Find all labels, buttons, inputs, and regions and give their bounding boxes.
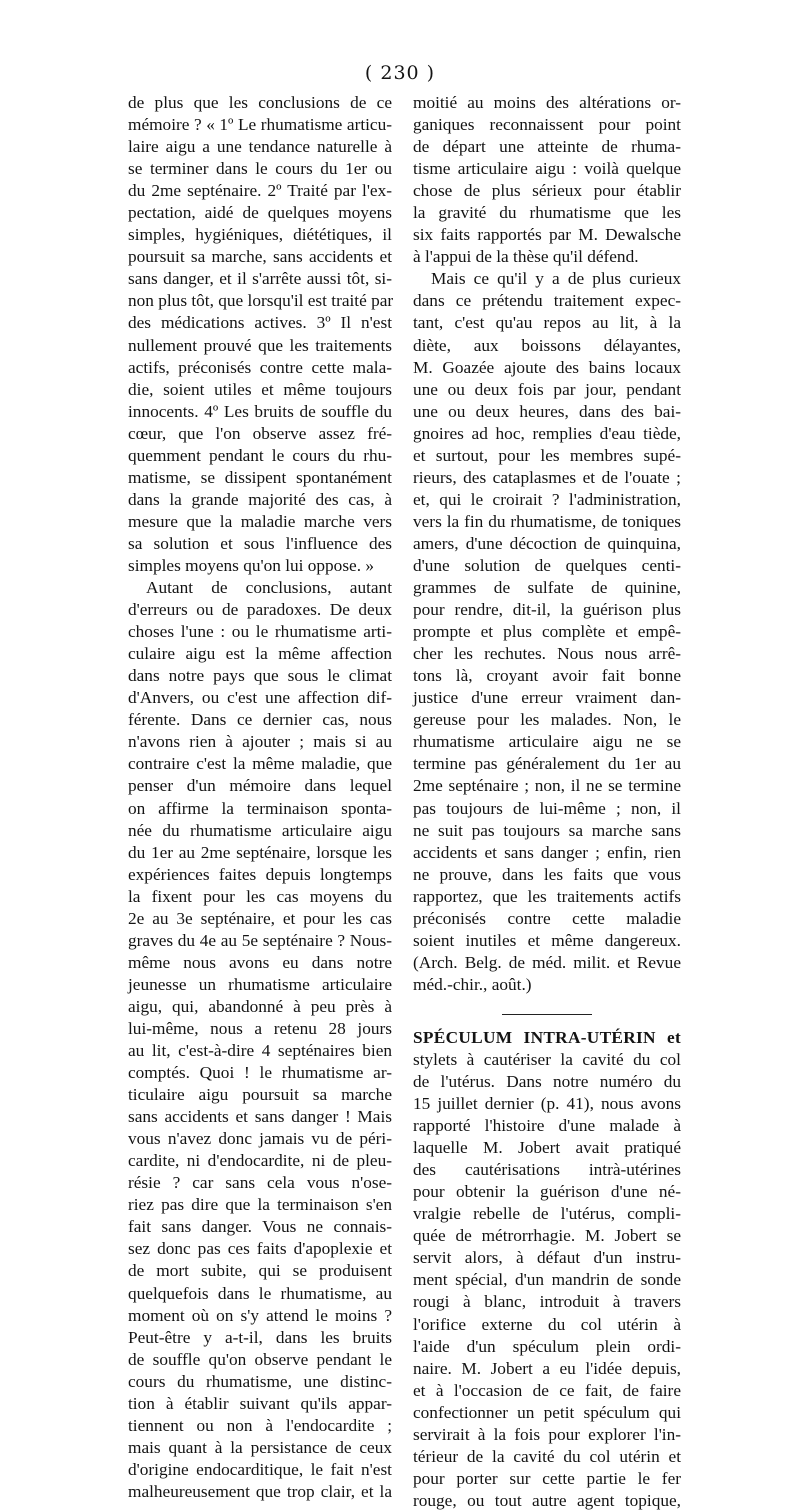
text-line: 2me septénaire ; non, il ne se termine bbox=[413, 776, 681, 796]
text-line: die, soient utiles et même toujours bbox=[128, 379, 392, 399]
right-column-continuation bbox=[413, 92, 681, 996]
text-line: six faits rapportés par M. Dewalsche bbox=[413, 225, 681, 245]
text-line: sez donc pas ces faits d'apoplexie et bbox=[128, 1239, 392, 1259]
text-line: contraire c'est la même maladie, que bbox=[128, 754, 392, 774]
text-line: moitié au moins des altérations or- bbox=[413, 93, 681, 112]
text-line: matisme, se dissipent spontanément bbox=[128, 467, 392, 487]
text-line: méd.-chir., août.) bbox=[413, 974, 532, 994]
text-line: une ou deux fois par jour, pendant bbox=[413, 379, 681, 399]
text-line: laire aigu a une tendance naturelle à bbox=[128, 137, 392, 157]
text-line: gnoires ad hoc, remplies d'eau tiède, bbox=[413, 423, 681, 443]
text-line: de mort subite, qui se produisent bbox=[128, 1261, 392, 1281]
text-line: d'origine endocarditique, le fait n'est bbox=[128, 1459, 392, 1479]
text-line: 2e au 3e septénaire, et pour les cas bbox=[128, 908, 392, 928]
text-line: non plus tôt, que lorsqu'il est traité par bbox=[128, 291, 394, 311]
text-line: soient inutiles et même dangereux. bbox=[413, 930, 681, 950]
text-line: et surtout, pour les membres supé- bbox=[413, 445, 681, 465]
text-line: culaire aigu est la même affection bbox=[128, 644, 392, 664]
text-line: 15 juillet dernier (p. 41), nous avons bbox=[413, 1094, 681, 1114]
text-line: fait sans danger. Vous ne connais- bbox=[128, 1217, 392, 1237]
text-line: des médications actives. 3º Il n'est bbox=[128, 313, 392, 333]
text-line: de plus que les conclusions de ce bbox=[128, 93, 392, 112]
text-line: cœur, que l'on observe assez fré- bbox=[128, 423, 392, 443]
text-line: actifs, préconisés contre cette mala- bbox=[128, 357, 392, 377]
text-line: confectionner un petit spéculum qui bbox=[413, 1402, 681, 1422]
text-line: la gravité du rhumatisme que les bbox=[413, 203, 681, 223]
text-line: termine pas généralement du 1er au bbox=[413, 754, 681, 774]
text-line: même nous avons eu dans notre bbox=[128, 952, 392, 972]
text-line: et à l'occasion de ce fait, de faire bbox=[413, 1380, 681, 1400]
text-line: dans la grande majorité des cas, à bbox=[128, 489, 392, 509]
text-line: jeunesse un rhumatisme articulaire bbox=[128, 974, 392, 994]
text-line: comptés. Quoi ! le rhumatisme ar- bbox=[128, 1063, 392, 1083]
text-line: diète, aux boissons délayantes, bbox=[413, 335, 681, 355]
text-line: tion à établir suivant qu'ils appar- bbox=[128, 1393, 392, 1413]
text-line: ne suit pas toujours sa marche sans bbox=[413, 820, 681, 840]
text-line: résie ? car sans cela vous n'ose- bbox=[128, 1173, 392, 1193]
text-line: servirait à la fois pour explorer l'in- bbox=[413, 1424, 681, 1444]
text-line: rapportez, que les traitements actifs bbox=[413, 886, 681, 906]
text-line: et, qui le croirait ? l'administration, bbox=[413, 489, 681, 509]
text-line: innocents. 4º Les bruits de souffle du bbox=[128, 401, 392, 421]
text-line: SPÉCULUM INTRA-UTÉRIN et bbox=[413, 1027, 681, 1047]
text-line: amers, d'une décoction de quinquina, bbox=[413, 533, 681, 553]
text-line: malheureusement que trop clair, et la bbox=[128, 1481, 392, 1501]
text-line: une ou deux heures, dans des bai- bbox=[413, 401, 681, 421]
text-line: d'erreurs ou de paradoxes. De deux bbox=[128, 600, 392, 620]
text-line: rapporté l'histoire d'une malade à bbox=[413, 1116, 681, 1136]
text-line: à l'appui de la thèse qu'il défend. bbox=[413, 247, 639, 267]
text-line: rieurs, des cataplasmes et de l'ouate ; bbox=[413, 467, 681, 487]
text-line: du 2me septénaire. 2º Traité par l'ex- bbox=[128, 181, 392, 201]
text-line: riez pas dire que la terminaison s'en bbox=[128, 1195, 392, 1215]
text-line: vralgie rebelle de l'utérus, compli- bbox=[413, 1204, 681, 1224]
text-line: accidents et sans danger ; enfin, rien bbox=[413, 842, 681, 862]
text-line: la fixent pour les cas moyens du bbox=[128, 886, 392, 906]
text-line: férente. Dans ce dernier cas, nous bbox=[128, 710, 392, 730]
text-line: d'Anvers, ou c'est une affection dif- bbox=[128, 688, 392, 708]
text-line: sans accidents et sans danger ! Mais bbox=[128, 1107, 392, 1127]
text-line: se terminer dans le cours du 1er ou bbox=[128, 159, 392, 179]
text-line: penser d'un mémoire dans lequel bbox=[128, 776, 392, 796]
text-line: quée de métrorrhagie. M. Jobert se bbox=[413, 1226, 681, 1246]
text-line: moment où on s'y attend le moins ? bbox=[128, 1305, 392, 1325]
text-line: tiennent ou non à l'endocardite ; bbox=[128, 1415, 392, 1435]
text-line: naire. M. Jobert a eu l'idée depuis, bbox=[413, 1358, 681, 1378]
text-line: cours du rhumatisme, une distinc- bbox=[128, 1371, 392, 1391]
text-line: ment spécial, d'un mandrin de sonde bbox=[413, 1270, 681, 1290]
text-line: sans danger, et il s'arrête aussi tôt, si- bbox=[128, 269, 392, 289]
text-line: des cautérisations intrà-utérines bbox=[413, 1160, 681, 1180]
text-line: tons là, croyant avoir fait bonne bbox=[413, 666, 681, 686]
text-line: ganiques reconnaissent pour point bbox=[413, 115, 681, 135]
text-line: prompte et plus complète et empê- bbox=[413, 622, 681, 642]
left-column bbox=[128, 92, 392, 1503]
text-line: ticulaire aigu poursuit sa marche bbox=[128, 1085, 392, 1105]
text-line: chose de plus sérieux pour établir bbox=[413, 181, 681, 201]
text-line: quemment pendant le cours du rhu- bbox=[128, 445, 392, 465]
text-line: vous n'avez donc jamais vu de péri- bbox=[128, 1129, 392, 1149]
section-divider bbox=[502, 1014, 592, 1015]
text-line: d'une solution de quelques centi- bbox=[413, 555, 681, 575]
text-line: du 1er au 2me septénaire, lorsque les bbox=[128, 842, 392, 862]
text-line: grammes de sulfate de quinine, bbox=[413, 578, 681, 598]
text-line: stylets à cautériser la cavité du col bbox=[413, 1049, 681, 1069]
text-line: rouge, ou tout autre agent topique, bbox=[413, 1490, 681, 1510]
text-line: au lit, c'est-à-dire 4 septénaires bien bbox=[128, 1041, 392, 1061]
text-line: pour rendre, dit-il, la guérison plus bbox=[413, 600, 681, 620]
text-line: vers la fin du rhumatisme, de toniques bbox=[413, 511, 681, 531]
text-line: (Arch. Belg. de méd. milit. et Revue bbox=[413, 952, 681, 972]
text-line: de départ une atteinte de rhuma- bbox=[413, 137, 681, 157]
text-line: rhumatisme articulaire aigu ne se bbox=[413, 732, 681, 752]
text-line: térieur de la cavité du col utérin et bbox=[413, 1446, 681, 1466]
text-line: pas toujours de lui-même ; non, il bbox=[413, 798, 681, 818]
text-line: pour porter sur cette partie le fer bbox=[413, 1468, 681, 1488]
text-line: de l'utérus. Dans notre numéro du bbox=[413, 1072, 681, 1092]
text-line: préconisés contre cette maladie bbox=[413, 908, 681, 928]
right-column bbox=[413, 92, 681, 1512]
text-line: cher les rechutes. Nous nous arrê- bbox=[413, 644, 681, 664]
text-line: Autant de conclusions, autant bbox=[146, 578, 392, 598]
text-line: justice d'une erreur vraiment dan- bbox=[413, 688, 681, 708]
text-line: dans notre pays que sous le climat bbox=[128, 666, 392, 686]
text-line: sa solution et sous l'influence des bbox=[128, 533, 392, 553]
text-line: quelquefois dans le rhumatisme, au bbox=[128, 1283, 392, 1303]
text-line: ne prouve, dans les faits que vous bbox=[413, 864, 681, 884]
text-line: mémoire ? « 1º Le rhumatisme articu- bbox=[128, 115, 392, 135]
text-line: mesure que la maladie marche vers bbox=[128, 511, 392, 531]
text-line: de souffle qu'on observe pendant le bbox=[128, 1349, 392, 1369]
text-line: née du rhumatisme articulaire aigu bbox=[128, 820, 392, 840]
text-line: tant, c'est qu'au repos au lit, à la bbox=[413, 313, 681, 333]
text-line: mais quant à la persistance de ceux bbox=[128, 1437, 392, 1457]
text-line: nullement prouvé que les traitements bbox=[128, 335, 392, 355]
text-line: gereuse pour les malades. Non, le bbox=[413, 710, 681, 730]
text-line: poursuit sa marche, sans accidents et bbox=[128, 247, 392, 267]
text-line: M. Goazée ajoute des bains locaux bbox=[413, 357, 681, 377]
text-line: pour obtenir la guérison d'une né- bbox=[413, 1182, 681, 1202]
text-line: Peut-être y a-t-il, dans les bruits bbox=[128, 1327, 392, 1347]
text-line: aigu, qui, abandonné à peu près à bbox=[128, 996, 392, 1016]
text-line: l'orifice externe du col utérin à bbox=[413, 1314, 681, 1334]
text-line: graves du 4e au 5e septénaire ? Nous- bbox=[128, 930, 392, 950]
text-line: expériences faites depuis longtemps bbox=[128, 864, 392, 884]
section-speculum bbox=[413, 1027, 681, 1512]
text-line: choses l'une : ou le rhumatisme arti- bbox=[128, 622, 392, 642]
text-line: cardite, ni d'endocardite, ni de pleu- bbox=[128, 1151, 392, 1171]
text-line: n'avons rien à ajouter ; mais si au bbox=[128, 732, 392, 752]
text-line: simples moyens qu'on lui oppose. » bbox=[128, 555, 375, 575]
text-line: l'aide d'un spéculum plein ordi- bbox=[413, 1336, 681, 1356]
text-line: tisme articulaire aigu : voilà quelque bbox=[413, 159, 681, 179]
text-line: on affirme la terminaison sponta- bbox=[128, 798, 392, 818]
text-line: Mais ce qu'il y a de plus curieux bbox=[431, 269, 681, 289]
text-line: servit alors, à défaut d'un instru- bbox=[413, 1248, 681, 1268]
text-line: pectation, aidé de quelques moyens bbox=[128, 203, 392, 223]
text-line: simples, hygiéniques, diététiques, il bbox=[128, 225, 392, 245]
text-line: laquelle M. Jobert avait pratiqué bbox=[413, 1138, 681, 1158]
text-line: rougi à blanc, introduit à travers bbox=[413, 1292, 681, 1312]
text-line: lui-même, nous a retenu 28 jours bbox=[128, 1018, 392, 1038]
page-number: ( 230 ) bbox=[364, 62, 436, 84]
text-line: dans ce prétendu traitement expec- bbox=[413, 291, 681, 311]
